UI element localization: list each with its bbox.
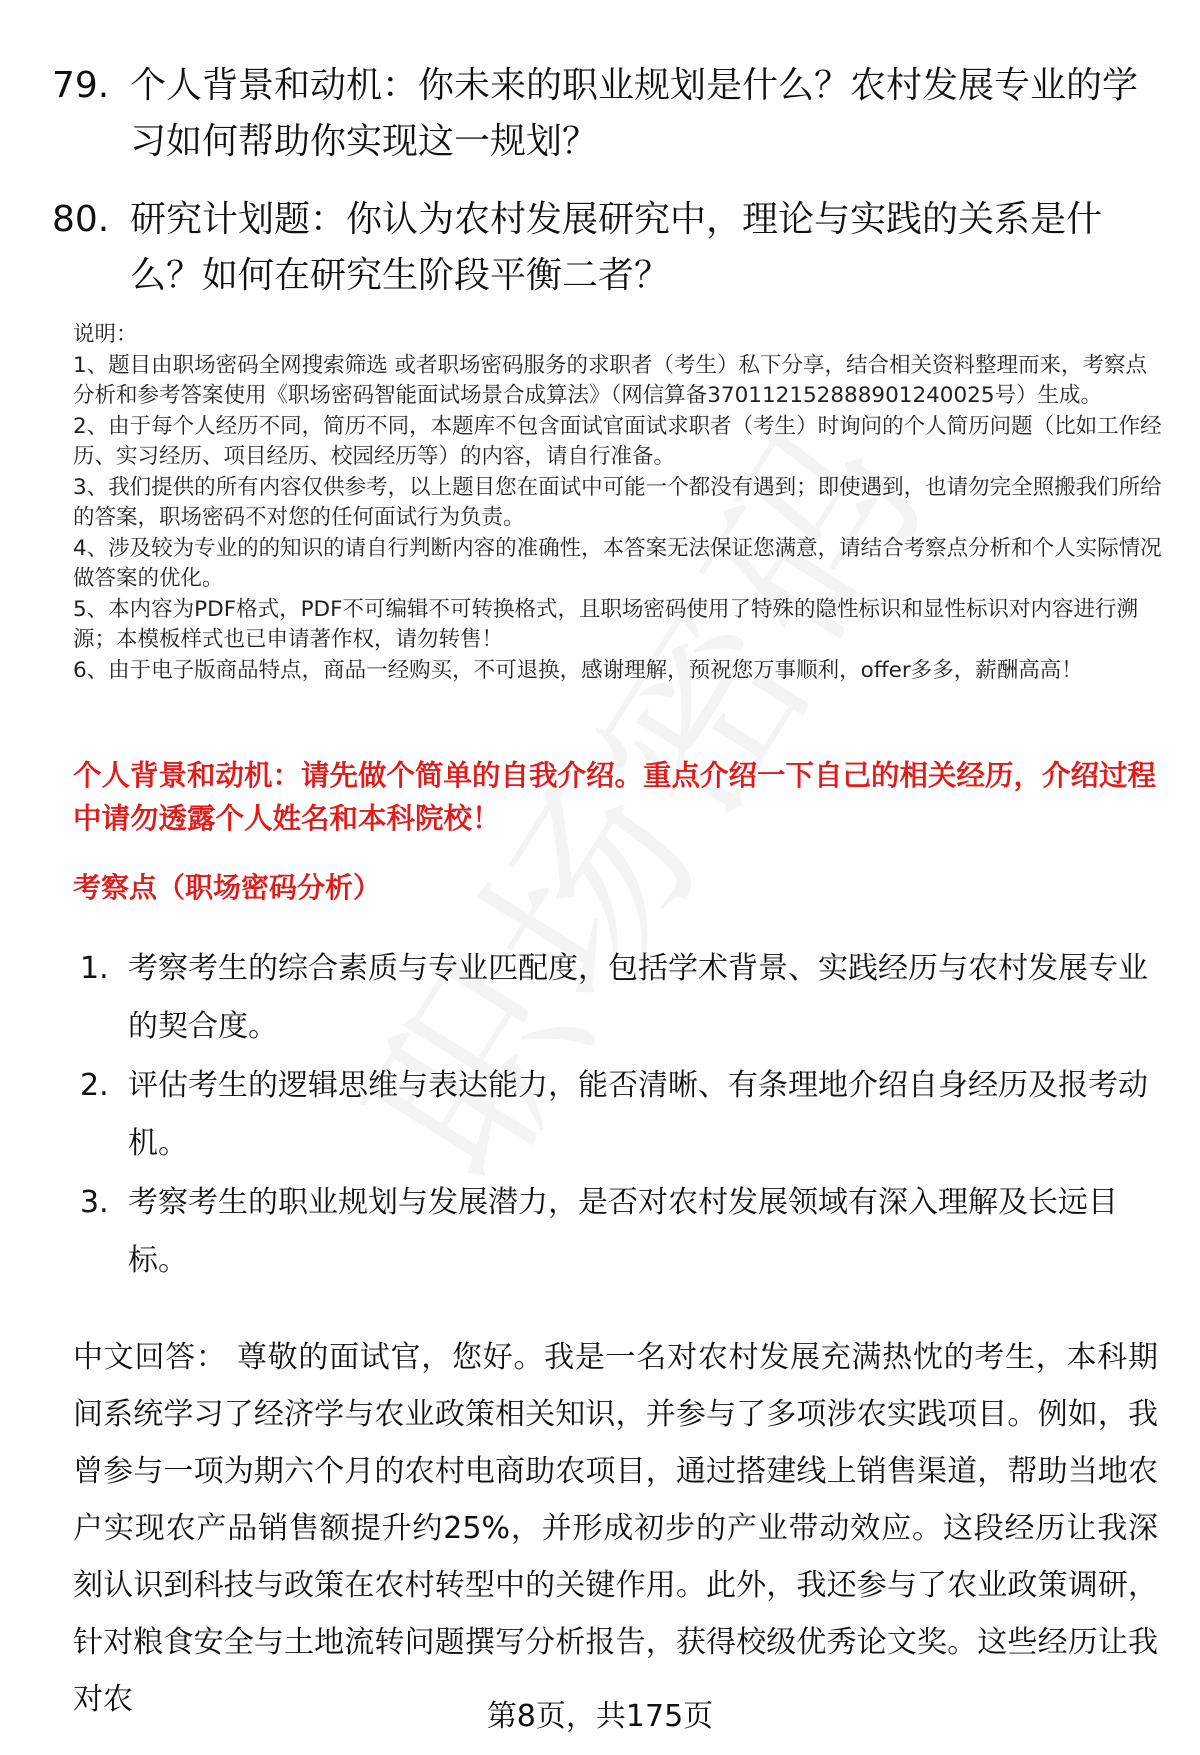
list-item-number: 1. bbox=[80, 951, 109, 986]
question-80 bbox=[52, 192, 1152, 304]
list-item bbox=[80, 940, 1160, 1056]
note-item: 1、题目由职场密码全网搜索筛选 或者职场密码服务的求职者（考生）私下分享，结合相关资料整理而来，考察点分析和参考答案使用《职场密码智能面试场景合成算法》（网信算备370112152888901240025号）生成。 bbox=[73, 352, 1148, 408]
page-footer: 第8页，共175页 bbox=[486, 1699, 714, 1734]
note-item: 6、由于电子版商品特点，商品一经购买，不可退换，感谢理解，预祝您万事顺利，offer多多，薪酬高高！ bbox=[73, 657, 1083, 683]
list-item bbox=[80, 1174, 1160, 1290]
analysis-points-list bbox=[80, 940, 1160, 1291]
section-question-title: 个人背景和动机：请先做个简单的自我介绍。重点介绍一下自己的相关经历，介绍过程中请勿透露个人姓名和本科院校！ bbox=[73, 759, 1157, 835]
note-item: 3、我们提供的所有内容仅供参考，以上题目您在面试中可能一个都没有遇到；即使遇到，也请勿完全照搬我们所给的答案，职场密码不对您的任何面试行为负责。 bbox=[73, 474, 1162, 530]
list-item bbox=[80, 1057, 1160, 1173]
notes-heading: 说明： bbox=[73, 322, 138, 347]
question-number: 79. bbox=[52, 65, 110, 106]
question-79 bbox=[52, 58, 1152, 170]
note-item: 4、涉及较为专业的的知识的请自行判断内容的准确性，本答案无法保证您满意，请结合考察点分析和个人实际情况做答案的优化。 bbox=[73, 535, 1162, 591]
list-item-text: 考察考生的职业规划与发展潜力，是否对农村发展领域有深入理解及长远目标。 bbox=[128, 1185, 1118, 1278]
analysis-heading: 考察点（职场密码分析） bbox=[73, 871, 382, 904]
question-text: 研究计划题：你认为农村发展研究中，理论与实践的关系是什么？如何在研究生阶段平衡二者？ bbox=[130, 199, 1103, 296]
question-number: 80. bbox=[52, 199, 110, 240]
question-text: 个人背景和动机：你未来的职业规划是什么？农村发展专业的学习如何帮助你实现这一规划？ bbox=[130, 65, 1139, 162]
disclaimer-notes bbox=[73, 320, 1163, 686]
list-item-text: 考察考生的综合素质与专业匹配度，包括学术背景、实践经历与农村发展专业的契合度。 bbox=[128, 951, 1148, 1044]
note-item: 5、本内容为PDF格式，PDF不可编辑不可转换格式，且职场密码使用了特殊的隐性标识和显性标识对内容进行溯源；本模板样式也已申请著作权，请勿转售！ bbox=[73, 596, 1138, 652]
chinese-answer: 中文回答： 尊敬的面试官，您好。我是一名对农村发展充满热忱的考生，本科期间系统学习了经济学与农业政策相关知识，并参与了多项涉农实践项目。例如，我曾参与一项为期六个月的农村电商助农项目，通过搭建线上销售渠道，帮助当地农户实现农产品销售额提升约25%，并形成初步的产业带动效应。这段经历让我深刻认识到科技与政策在农村转型中的关键作用。此外，我还参与了农业政策调研，针对粮食安全与土地流转问题撰写分析报告，获得校级优秀论文奖。这些经历让我对农 bbox=[73, 1340, 1158, 1717]
note-item: 2、由于每个人经历不同，简历不同，本题库不包含面试官面试求职者（考生）时询问的个人简历问题（比如工作经历、实习经历、项目经历、校园经历等）的内容，请自行准备。 bbox=[73, 413, 1162, 469]
list-item-text: 评估考生的逻辑思维与表达能力，能否清晰、有条理地介绍自身经历及报考动机。 bbox=[128, 1068, 1148, 1161]
list-item-number: 2. bbox=[80, 1068, 109, 1103]
list-item-number: 3. bbox=[80, 1185, 109, 1220]
